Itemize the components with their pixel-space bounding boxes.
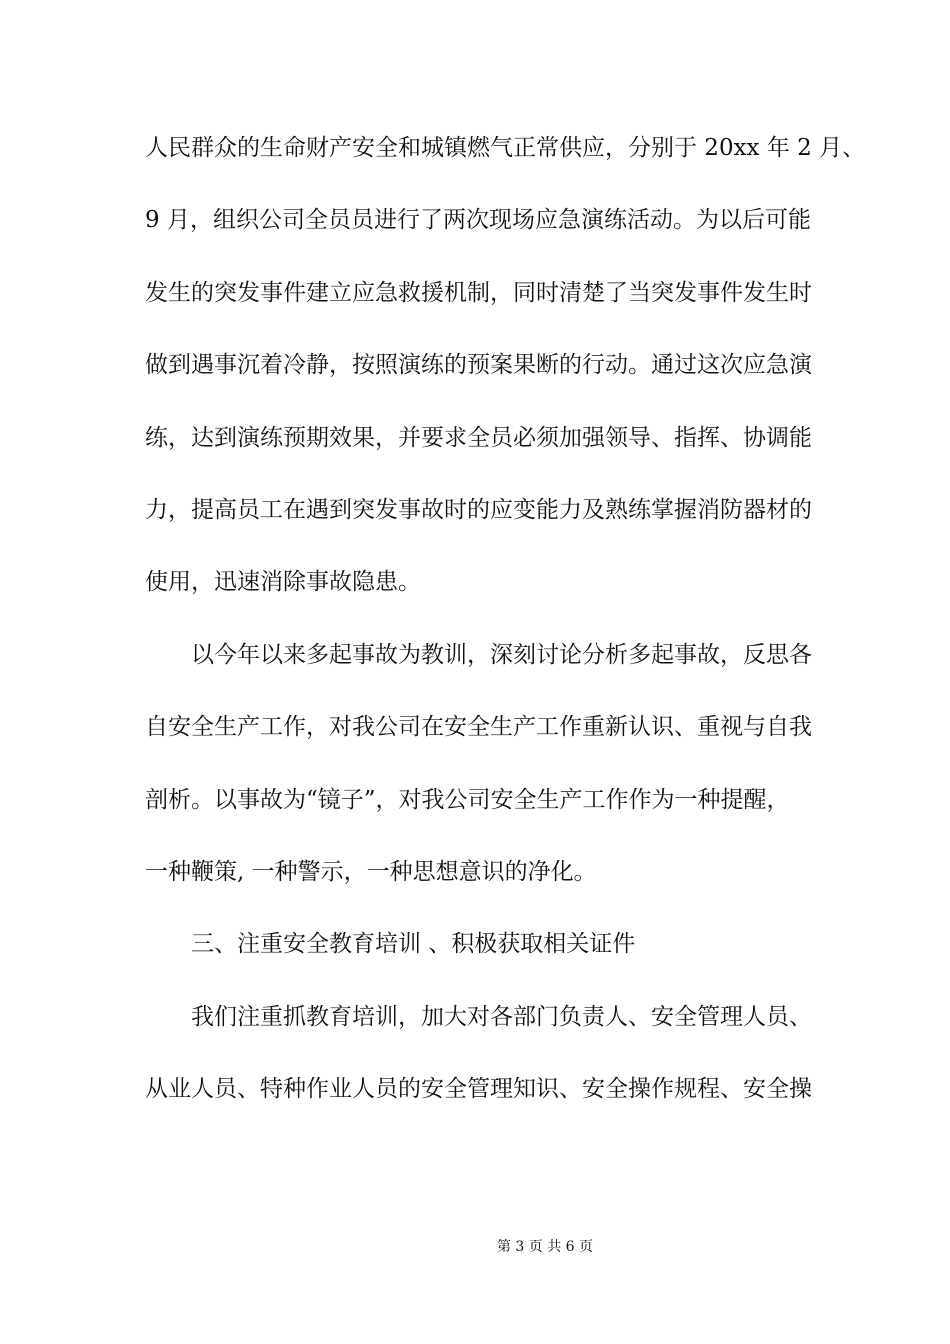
paragraph-start-line: 以今年以来多起事故为教训，深刻讨论分析多起事故，反思各	[191, 641, 812, 668]
section-heading: 三、注重安全教育培训 、积极获取相关证件	[191, 931, 636, 958]
page-indicator: 第 3 页 共 6 页	[496, 1239, 594, 1255]
paragraph-start-line: 我们注重抓教育培训，加大对各部门负责人、安全管理人员、	[191, 1003, 812, 1030]
text-line: 做到遇事沉着冷静，按照演练的预案果断的行动。通过这次应急演	[145, 352, 812, 379]
text-line: 剖析。以事故为“镜子”，对我公司安全生产工作作为一种提醒，	[145, 786, 790, 813]
text-line: 人民群众的生命财产安全和城镇燃气正常供应，分别于 20xx 年 2 月、	[145, 135, 866, 161]
text-line: 练，达到演练预期效果，并要求全员必须加强领导、指挥、协调能	[145, 424, 812, 451]
body-text	[145, 128, 866, 1141]
text-line: 从业人员、特种作业人员的安全管理知识、安全操作规程、安全操	[145, 1076, 812, 1103]
text-line: 9 月，组织公司全员员进行了两次现场应急演练活动。为以后可能	[145, 207, 811, 234]
text-line: 使用，迅速消除事故隐患。	[145, 569, 421, 596]
text-line: 力，提高员工在遇到突发事故时的应变能力及熟练掌握消防器材的	[145, 496, 812, 523]
text-line: 自安全生产工作，对我公司在安全生产工作重新认识、重视与自我	[145, 714, 812, 741]
page-footer	[0, 1236, 950, 1256]
text-line: 发生的突发事件建立应急救援机制，同时清楚了当突发事件发生时	[145, 279, 812, 306]
text-line: 一种鞭策, 一种警示，一种思想意识的净化。	[145, 858, 597, 885]
